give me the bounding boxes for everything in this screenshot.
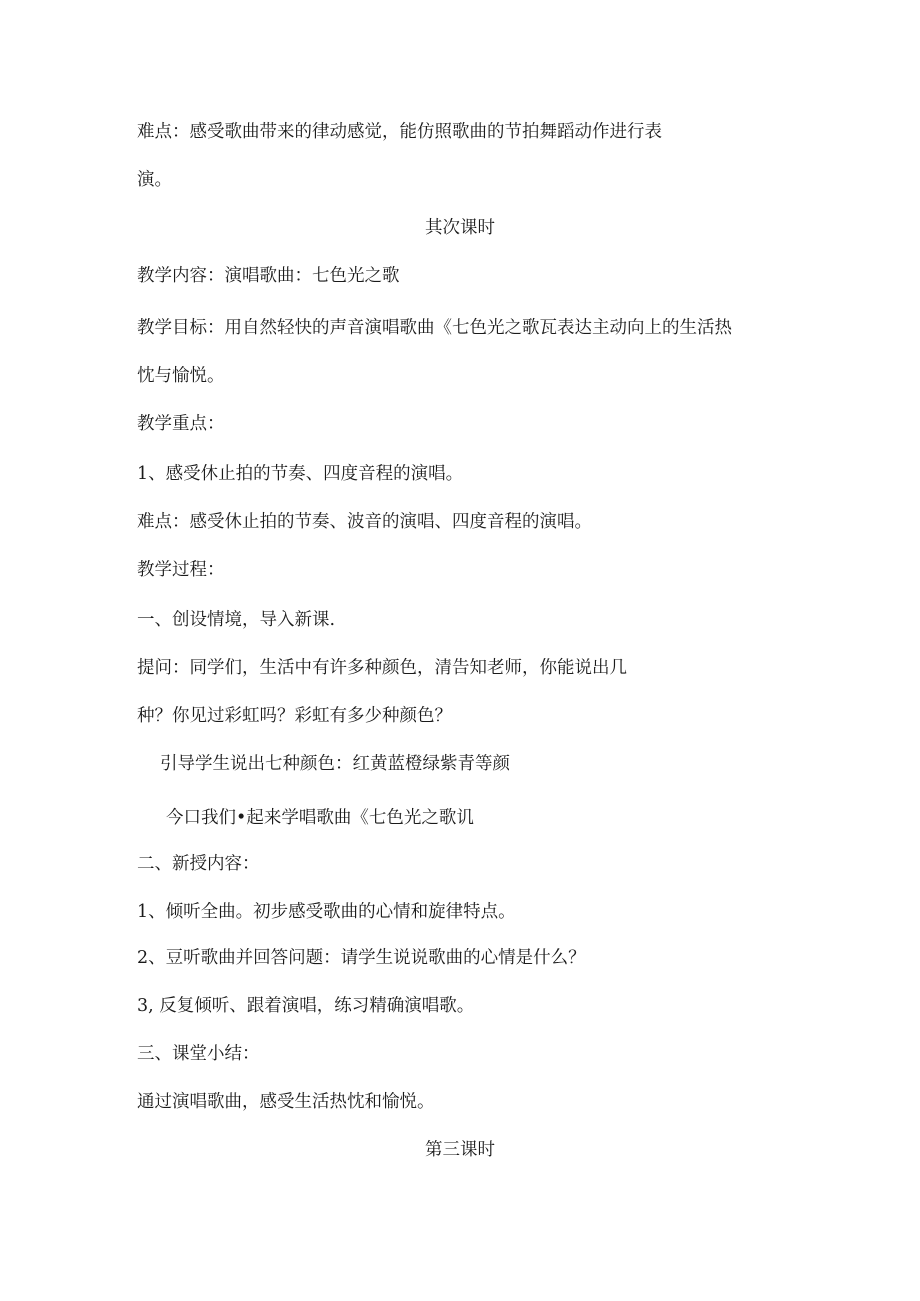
step-1-heading: 一、创设情境，导入新课. [137, 610, 336, 630]
question-line: 提问：同学们，生活中有许多种颜色，清告知老师，你能说出几 [137, 658, 627, 678]
new-content-item-2: 2、豆听歌曲并回答问题：请学生说说歌曲的心情是什么？ [137, 948, 586, 968]
difficulty-line-continued: 演。 [137, 170, 172, 190]
question-line-continued: 种？你见过彩虹吗？彩虹有多少种颜色？ [137, 706, 452, 726]
focus-item-1: 1、感受休止拍的节奏、四度音程的演唱。 [137, 464, 464, 484]
teaching-goal-line-continued: 忱与愉悦。 [137, 366, 225, 386]
section-heading-second-lesson: 其次课时 [425, 218, 495, 238]
today-line: 今口我们•起来学唱歌曲《七色光之歌讥 [166, 808, 474, 828]
new-content-item-1: 1、倾听全曲。初步感受歌曲的心情和旋律特点。 [137, 902, 516, 922]
new-content-item-3: 3, 反复倾听、跟着演唱，练习精确演唱歌。 [137, 996, 475, 1016]
step-2-heading: 二、新授内容： [137, 854, 260, 874]
teaching-process-heading: 教学过程： [137, 560, 225, 580]
section-heading-third-lesson: 第三课时 [425, 1140, 495, 1160]
teaching-focus-heading: 教学重点： [137, 414, 225, 434]
teaching-content-line: 教学内容：演唱歌曲：七色光之歌 [137, 266, 400, 286]
teaching-goal-line: 教学目标：用自然轻快的声音演唱歌曲《七色光之歌瓦表达主动向上的生活热 [137, 318, 732, 338]
summary-line: 通过演唱歌曲，感受生活热忱和愉悦。 [137, 1092, 435, 1112]
difficulty-line-2: 难点：感受休止拍的节奏、波音的演唱、四度音程的演唱。 [137, 512, 592, 532]
difficulty-line: 难点：感受歌曲带来的律动感觉，能仿照歌曲的节拍舞蹈动作进行表 [137, 122, 662, 142]
guide-line: 引导学生说出七种颜色：红黄蓝橙绿紫青等颜 [160, 754, 510, 774]
step-3-heading: 三、课堂小结： [137, 1044, 260, 1064]
